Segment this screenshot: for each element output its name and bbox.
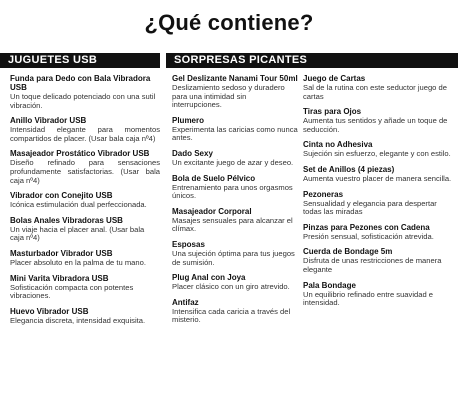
item-name: Pala Bondage bbox=[303, 280, 356, 290]
list-item bbox=[172, 273, 298, 292]
item-name: Bola de Suelo Pélvico bbox=[172, 173, 256, 183]
item-description: Presión sensual, sofisticación atrevida. bbox=[303, 231, 434, 241]
item-name: Juego de Cartas bbox=[303, 74, 366, 83]
item-description: Un toque delicado potenciado con una sutil vibración. bbox=[10, 92, 156, 110]
item-name: Set de Anillos (4 piezas) bbox=[303, 164, 395, 174]
item-name: Mini Varita Vibradora USB bbox=[10, 273, 109, 283]
item-description: Elegancia discreta, intensidad exquisita. bbox=[10, 315, 146, 325]
item-description: Un viaje hacia el placer anal. (Usar bala caja nº4) bbox=[10, 224, 145, 243]
item-description: Sensualidad y elegancia para despertar todas las miradas bbox=[303, 198, 437, 217]
item-name: Tiras para Ojos bbox=[303, 107, 362, 117]
item-name: Esposas bbox=[172, 239, 205, 249]
list-item bbox=[10, 249, 160, 268]
list-item bbox=[303, 190, 453, 217]
list-item bbox=[303, 281, 453, 308]
item-description: Placer absoluto en la palma de tu mano. bbox=[10, 257, 146, 267]
item-description: Sal de la rutina con este seductor juego de cartas bbox=[303, 83, 447, 101]
item-description: Aumenta vuestro placer de manera sencilla. bbox=[303, 173, 452, 183]
item-description: Icónica estimulación dual perfeccionada. bbox=[10, 200, 147, 210]
list-item bbox=[10, 307, 160, 326]
item-description: Sofisticación compacta con potentes vibraciones. bbox=[10, 282, 134, 301]
item-description: Intensidad elegante para momentos compartidos de placer. (Usar bala caja nº4) bbox=[10, 125, 160, 143]
list-item bbox=[172, 116, 298, 143]
list-item bbox=[172, 298, 298, 325]
item-name: Pinzas para Pezones con Cadena bbox=[303, 222, 430, 232]
item-name: Plug Anal con Joya bbox=[172, 273, 246, 283]
list-item bbox=[303, 140, 453, 159]
list-item bbox=[172, 149, 298, 168]
item-name: Funda para Dedo con Bala Vibradora USB bbox=[10, 74, 151, 92]
item-description: Sujeción sin esfuerzo, elegante y con estilo. bbox=[303, 149, 451, 159]
item-name: Cinta no Adhesiva bbox=[303, 140, 373, 150]
list-item bbox=[303, 165, 453, 184]
item-name: Masajeador Prostático Vibrador USB bbox=[10, 149, 150, 159]
item-description: Intensifica cada caricia a través del misterio. bbox=[172, 306, 291, 325]
list-item bbox=[172, 74, 298, 110]
list-item bbox=[303, 74, 453, 101]
item-description: Aumenta tus sentidos y añade un toque de seducción. bbox=[303, 116, 448, 134]
list-item bbox=[172, 207, 298, 234]
spicy-surprises-list-b bbox=[303, 74, 453, 314]
section-header-usb-toys: JUGUETES USB bbox=[0, 53, 160, 68]
item-description: Diseño refinado para sensaciones profundamente satisfactorias. (Usar bala caja nº4) bbox=[10, 158, 160, 185]
page-title: ¿Qué contiene? bbox=[144, 10, 314, 35]
item-description: Deslizamiento sedoso y duradero para una intimidad sin interrupciones. bbox=[172, 83, 285, 110]
item-name: Cuerda de Bondage 5m bbox=[303, 247, 393, 257]
section-header-spicy-surprises: SORPRESAS PICANTES bbox=[166, 53, 458, 68]
item-description: Una sujeción óptima para tus juegos de sumisión. bbox=[172, 248, 295, 267]
item-name: Anillo Vibrador USB bbox=[10, 116, 87, 126]
item-description: Un excitante juego de azar y deseo. bbox=[172, 157, 294, 167]
item-name: Plumero bbox=[172, 115, 205, 125]
item-description: Experimenta las caricias como nunca antes. bbox=[172, 124, 298, 143]
spicy-surprises-list-a bbox=[172, 74, 298, 331]
item-description: Masajes sensuales para alcanzar el clímax. bbox=[172, 215, 293, 234]
list-item bbox=[10, 74, 160, 110]
list-item bbox=[10, 274, 160, 301]
item-name: Antifaz bbox=[172, 297, 199, 307]
item-name: Dado Sexy bbox=[172, 148, 213, 158]
item-description: Un equilibrio refinado entre suavidad e intensidad. bbox=[303, 289, 434, 308]
list-item bbox=[10, 216, 160, 243]
list-item bbox=[303, 247, 453, 274]
item-description: Entrenamiento para unos orgasmos únicos. bbox=[172, 182, 293, 201]
list-item bbox=[172, 174, 298, 201]
item-name: Gel Deslizante Nanami Tour 50ml bbox=[172, 74, 298, 83]
item-name: Huevo Vibrador USB bbox=[10, 306, 89, 316]
item-name: Pezoneras bbox=[303, 189, 344, 199]
list-item bbox=[10, 191, 160, 210]
list-item bbox=[10, 116, 160, 143]
list-item bbox=[10, 149, 160, 185]
item-name: Masturbador Vibrador USB bbox=[10, 248, 113, 258]
item-name: Vibrador con Conejito USB bbox=[10, 191, 113, 201]
item-description: Disfruta de unas restricciones de manera elegante bbox=[303, 256, 442, 274]
usb-toys-list bbox=[10, 74, 160, 331]
item-description: Placer clásico con un giro atrevido. bbox=[172, 282, 290, 292]
list-item bbox=[303, 107, 453, 134]
item-name: Masajeador Corporal bbox=[172, 206, 252, 216]
item-name: Bolas Anales Vibradoras USB bbox=[10, 215, 123, 225]
list-item bbox=[303, 223, 453, 242]
list-item bbox=[172, 240, 298, 267]
